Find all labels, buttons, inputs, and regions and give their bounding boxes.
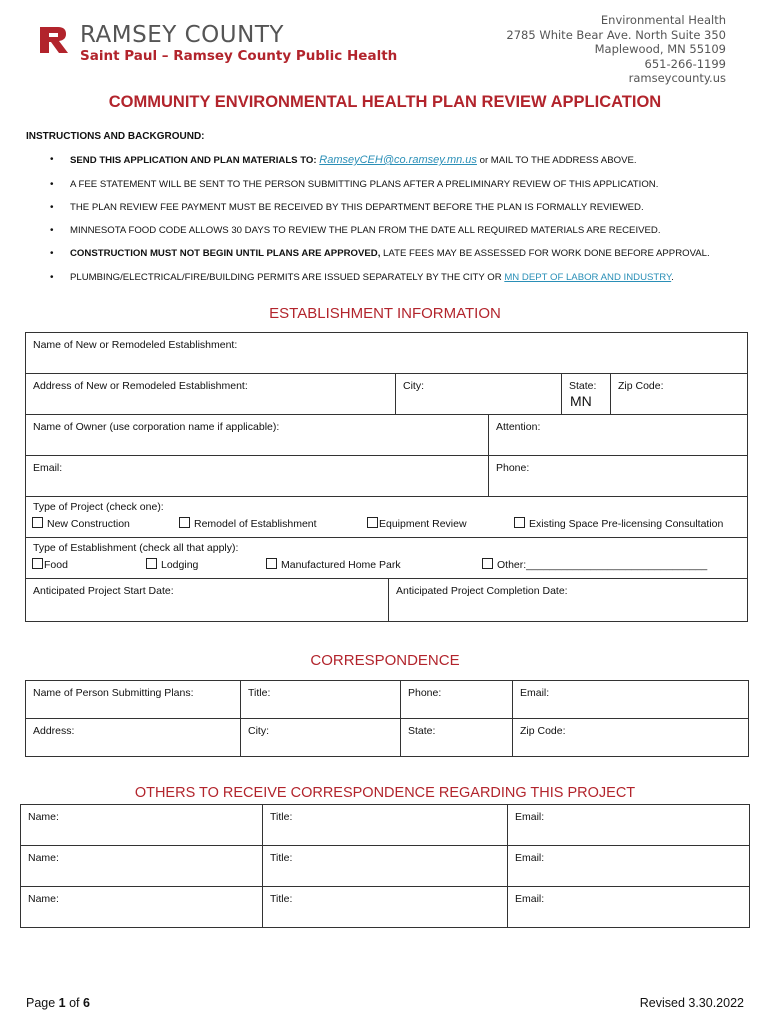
department-phone: 651-266-1199 xyxy=(644,56,726,71)
instructions-heading: INSTRUCTIONS AND BACKGROUND: xyxy=(26,131,205,142)
other-title-field[interactable] xyxy=(263,805,508,846)
instruction-text: MINNESOTA FOOD CODE ALLOWS 30 DAYS TO REVIEW THE PLAN FROM THE DATE ALL REQUIRED MATERIALS ARE RECEIVED. xyxy=(70,225,661,236)
department-name: Environmental Health xyxy=(600,13,726,27)
option-label: Food xyxy=(44,559,68,571)
submitter-address-field[interactable] xyxy=(26,719,241,757)
submitter-email-field[interactable] xyxy=(513,681,749,719)
option-label: Lodging xyxy=(161,559,199,571)
food-option[interactable] xyxy=(32,558,68,571)
submitter-state-field[interactable] xyxy=(401,719,513,757)
instruction-bold: CONSTRUCTION MUST NOT BEGIN UNTIL PLANS ARE APPROVED, xyxy=(70,248,381,259)
bullet-icon: • xyxy=(50,248,54,259)
completion-date-field[interactable] xyxy=(389,579,748,622)
establishment-state-field[interactable] xyxy=(562,374,611,415)
completion-date-label: Anticipated Project Completion Date: xyxy=(396,585,568,597)
establishment-address-field[interactable] xyxy=(26,374,396,415)
instruction-text: LATE FEES MAY BE ASSESSED FOR WORK DONE BEFORE APPROVAL. xyxy=(380,248,710,259)
phone-label: Phone: xyxy=(496,462,530,474)
checkbox[interactable] xyxy=(514,517,525,528)
instruction-bold: SEND THIS APPLICATION AND PLAN MATERIALS TO: xyxy=(70,155,317,166)
phone-label: Phone: xyxy=(408,687,442,699)
page-total: 6 xyxy=(83,996,90,1010)
establishment-name-label: Name of New or Remodeled Establishment: xyxy=(33,339,238,351)
manufactured-home-park-option[interactable] xyxy=(266,558,401,571)
other-title-field[interactable] xyxy=(263,846,508,887)
org-name: RAMSEY COUNTY xyxy=(80,22,284,48)
existing-space-option[interactable] xyxy=(514,517,723,530)
department-address xyxy=(506,13,726,86)
email-link[interactable]: RamseyCEH@co.ramsey.mn.us xyxy=(319,154,477,166)
project-type-label: Type of Project (check one): xyxy=(33,501,164,513)
checkbox[interactable] xyxy=(179,517,190,528)
name-label: Name: xyxy=(28,852,59,864)
ramsey-logo-icon xyxy=(38,25,74,55)
establishment-zip-field[interactable] xyxy=(611,374,748,415)
email-label: Email: xyxy=(515,852,545,864)
bullet-icon: • xyxy=(50,154,54,165)
other-title-field[interactable] xyxy=(263,887,508,928)
instruction-text: . xyxy=(671,272,674,283)
address-label: Address: xyxy=(33,725,75,737)
option-label: Equipment Review xyxy=(379,518,467,530)
other-name-field[interactable] xyxy=(21,887,263,928)
attention-label: Attention: xyxy=(496,421,541,433)
checkbox[interactable] xyxy=(32,558,43,569)
bullet-icon: • xyxy=(50,202,54,213)
other-name-field[interactable] xyxy=(21,846,263,887)
title-label: Title: xyxy=(270,811,293,823)
checkbox[interactable] xyxy=(266,558,277,569)
name-label: Name: xyxy=(28,811,59,823)
title-label: Title: xyxy=(270,893,293,905)
correspondence-heading: CORRESPONDENCE xyxy=(310,652,460,669)
mn-dli-link[interactable]: MN DEPT OF LABOR AND INDUSTRY xyxy=(504,272,672,283)
other-name-field[interactable] xyxy=(21,805,263,846)
start-date-field[interactable] xyxy=(26,579,389,622)
instruction-text: A FEE STATEMENT WILL BE SENT TO THE PERSON SUBMITTING PLANS AFTER A PRELIMINARY REVIEW OF THIS APPLICATION. xyxy=(70,179,659,190)
establishment-email-field[interactable] xyxy=(26,456,489,497)
city-label: City: xyxy=(248,725,269,737)
establishment-city-field[interactable] xyxy=(396,374,562,415)
submitter-zip-field[interactable] xyxy=(513,719,749,757)
email-label: Email: xyxy=(33,462,63,474)
checkbox[interactable] xyxy=(482,558,493,569)
checkbox[interactable] xyxy=(32,517,43,528)
submitter-name-field[interactable] xyxy=(26,681,241,719)
others-heading: OTHERS TO RECEIVE CORRESPONDENCE REGARDING THIS PROJECT xyxy=(134,785,636,801)
other-email-field[interactable] xyxy=(508,805,750,846)
email-label: Email: xyxy=(520,687,550,699)
option-label: Remodel of Establishment xyxy=(194,518,317,530)
attention-field[interactable] xyxy=(489,415,748,456)
bullet-icon: • xyxy=(50,225,54,236)
bullet-icon: • xyxy=(50,179,54,190)
page-prefix: Page xyxy=(26,996,59,1010)
start-date-label: Anticipated Project Start Date: xyxy=(33,585,174,597)
checkbox[interactable] xyxy=(146,558,157,569)
ramsey-county-logo xyxy=(38,22,398,66)
remodel-option[interactable] xyxy=(179,517,317,530)
bullet-icon: • xyxy=(50,272,54,283)
establishment-heading: ESTABLISHMENT INFORMATION xyxy=(269,305,501,322)
zip-label: Zip Code: xyxy=(618,380,664,392)
title-label: Title: xyxy=(270,852,293,864)
instruction-text: or MAIL TO THE ADDRESS ABOVE. xyxy=(476,155,637,166)
submitter-name-label: Name of Person Submitting Plans: xyxy=(33,687,194,699)
other-email-field[interactable] xyxy=(508,846,750,887)
title-label: Title: xyxy=(248,687,271,699)
instruction-text: PLUMBING/ELECTRICAL/FIRE/BUILDING PERMITS ARE ISSUED SEPARATELY BY THE CITY OR xyxy=(70,272,505,283)
street-address: 2785 White Bear Ave. North Suite 350 xyxy=(506,27,726,42)
others-form xyxy=(20,804,750,928)
email-label: Email: xyxy=(515,893,545,905)
option-label: Manufactured Home Park xyxy=(281,559,401,571)
submitter-city-field[interactable] xyxy=(241,719,401,757)
establishment-type-label: Type of Establishment (check all that apply): xyxy=(33,542,239,554)
page-current: 1 xyxy=(58,996,66,1010)
page-number xyxy=(26,996,90,1010)
lodging-option[interactable] xyxy=(146,558,198,571)
state-label: State: xyxy=(408,725,436,737)
email-label: Email: xyxy=(515,811,545,823)
page-of: of xyxy=(65,996,83,1010)
option-label: New Construction xyxy=(47,518,130,530)
option-label: Other:_______________________________ xyxy=(497,559,708,571)
revised-date: Revised 3.30.2022 xyxy=(639,996,744,1010)
checkbox[interactable] xyxy=(367,517,378,528)
instruction-text: THE PLAN REVIEW FEE PAYMENT MUST BE RECEIVED BY THIS DEPARTMENT BEFORE THE PLAN IS FORMALLY REVIEWED. xyxy=(70,202,644,213)
page-title: COMMUNITY ENVIRONMENTAL HEALTH PLAN REVIEW APPLICATION xyxy=(108,93,662,111)
city-label: City: xyxy=(403,380,424,392)
department-website: ramseycounty.us xyxy=(628,71,726,85)
name-label: Name: xyxy=(28,893,59,905)
establishment-address-label: Address of New or Remodeled Establishment: xyxy=(33,380,248,392)
establishment-form xyxy=(25,332,748,622)
other-option[interactable] xyxy=(482,558,707,571)
owner-name-field[interactable] xyxy=(26,415,489,456)
option-label: Existing Space Pre-licensing Consultation xyxy=(529,518,724,530)
establishment-name-field[interactable] xyxy=(26,333,748,374)
state-label: State: xyxy=(569,380,597,392)
submitter-title-field[interactable] xyxy=(241,681,401,719)
zip-label: Zip Code: xyxy=(520,725,566,737)
state-value: MN xyxy=(570,393,592,409)
submitter-phone-field[interactable] xyxy=(401,681,513,719)
other-email-field[interactable] xyxy=(508,887,750,928)
correspondence-form xyxy=(25,680,749,757)
owner-label: Name of Owner (use corporation name if applicable): xyxy=(33,421,280,433)
city-address: Maplewood, MN 55109 xyxy=(594,42,726,56)
equipment-review-option[interactable] xyxy=(367,517,467,530)
new-construction-option[interactable] xyxy=(32,517,130,530)
org-subtitle: Saint Paul – Ramsey County Public Health xyxy=(80,48,398,64)
establishment-phone-field[interactable] xyxy=(489,456,748,497)
